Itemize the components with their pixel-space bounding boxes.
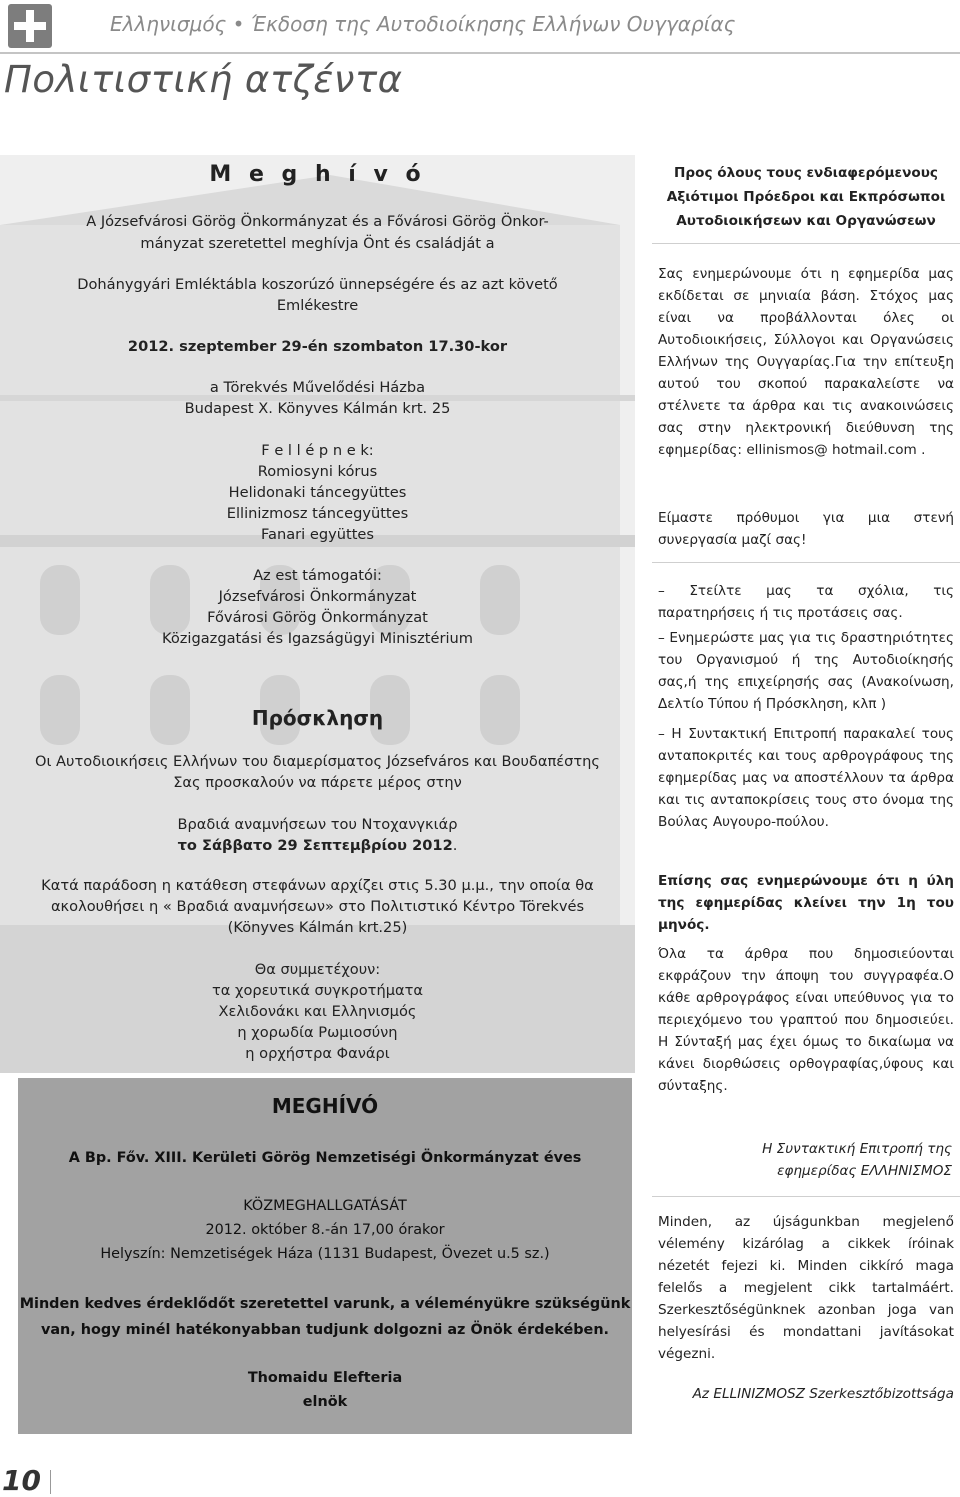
public-hearing-box [18,1078,632,1434]
signer-role: elnök [302,1394,348,1410]
event-line: Emlékestre [276,297,359,314]
performer-item: Romiosyni kórus [257,463,378,480]
tradition-line: Κατά παράδοση η κατάθεση στεφάνων αρχίζει στις 5.30 μ.μ., την οποία θα [41,877,594,894]
sponsor-item: Közigazgatási és Igazságügyi Minisztérium [161,630,473,647]
appeal-line: van, hogy minél hatékonyabban tudjunk dolgozni az Önök érdekében. [40,1322,610,1338]
graybox-title: MEGHÍVÓ [271,1094,379,1118]
cooperation-paragraph: Είμαστε πρόθυμοι για μια στενή συνεργασία μαζί σας! [658,510,954,548]
hearing-location: Helyszín: Nemzetiségek Háza (1131 Budapest, Övezet u.5 sz.) [100,1246,550,1262]
prosklisi-line: Σας προσκαλούν να πάρετε μέρος στην [173,774,462,791]
deadline-note: Επίσης σας ενημερώνουμε ότι η ύλη της εφημερίδας κλείνει την 1η του μηνός. [658,873,954,933]
evening-date-dot: . [452,837,458,854]
intro-line: A Józsefvárosi Görög Önkormányzat és a Fővárosi Görög Önkor- [86,213,549,230]
page-number: 10 [2,1464,41,1497]
signature-greek: Η Συντακτική Επιτροπή της εφημερίδας ΕΛΛΗΝΙΣΜΟΣ [762,1141,952,1179]
bullet-item: – Ενημερώστε μας για τις δραστηριότητες του Οργανισμού ή της Αυτοδιοίκησής σας,ή της επιχείρησής σας (Ανακοίνωση, Δελτίο Τύπου ή Πρόσκληση, κλπ ) [658,630,954,712]
hearing-datetime: 2012. október 8.-án 17,00 órakor [205,1222,445,1238]
participant-item: τα χορευτικά συγκροτήματα [211,982,424,999]
right-divider [652,562,960,563]
right-heading-line: Αυτοδιοικήσεων και Οργανώσεων [676,213,936,229]
header-divider [0,52,960,54]
disclaimer-paragraph: Όλα τα άρθρα που δημοσιεύονται εκφράζουν την άποψη του συγγραφέα.Ο κάθε αρθρογράφος είναι υπεύθυνος για το περιεχόμενο του γραπτού που δημοσιεύει. Η Σύνταξή μας έχει όμως το δικαίωμα να κάνει διορθώσεις ορθογραφίας,ύφους και σύνταξης. [658,946,954,1094]
section-title: Πολιτιστική ατζέντα [4,58,403,101]
tradition-line: (Könyves Kálmán krt.25) [227,919,408,936]
right-heading-line: Αξιότιμοι Πρόεδροι και Εκπρόσωποι [666,189,946,205]
newsletter-paragraph: Σας ενημερώνουμε ότι η εφημερίδα μας εκδίδεται σε μηνιαία βάση. Στόχος μας είναι να προβάλλονται όλες οι Αυτοδιοικήσεις, Σύλλογοι και Οργανώσεις Ελλήνων της Ουγγαρίας.Για την επίτευξη αυτού του σκοπού παρακαλείστε να στέλνετε τα άρθρα και τις ανακοινώσεις σας στην ηλεκτρονική διεύθυνση της εφημερίδας: ellinismos@ hotmail.com . [658,266,954,458]
sponsor-item: Fővárosi Görög Önkormányzat [207,609,428,626]
sponsors-title: Az est támogatói: [253,567,382,584]
prosklisi-line: Οι Αυτοδιοικήσεις Ελλήνων του διαμερίσματος Józsefváros και Βουδαπέστης [34,753,600,770]
tradition-line: ακολουθήσει η « Βραδιά αναμνήσεων» στο Πολιτιστικό Κέντρο Törekvés [50,898,585,915]
evening-line: Βραδιά αναμνήσεων του Ντοχανγκιάρ [177,816,458,833]
performer-item: Helidonaki táncegyüttes [228,484,407,501]
appeal-line: Minden kedves érdeklődőt szeretettel varunk, a véleményükre szükségünk [19,1296,631,1312]
cross-emblem-icon [8,4,52,48]
performer-item: Ellinizmosz táncegyüttes [226,505,409,522]
intro-line: mányzat szeretettel meghívja Önt és családját a [140,235,495,252]
right-divider [652,243,960,244]
participant-item: η ορχήστρα Φανάρι [245,1045,390,1062]
venue-line: Budapest X. Könyves Kálmán krt. 25 [184,400,451,417]
performer-item: Fanari együttes [260,526,375,543]
bullet-item: – Η Συντακτική Επιτροπή παρακαλεί τους ανταποκριτές και τους αρθρογράφους της εφημερίδας μας να αποστέλλουν τα άρθρα και τις ανταποκρίσεις τους στο όνομα της Βούλας Αυγουρο-πούλου. [658,726,954,830]
footer-divider [50,1470,51,1494]
venue-line: a Törekvés Művelődési Házba [209,379,426,396]
masthead: Ελληνισμός • Έκδοση της Αυτοδιοίκησης Ελλήνων Ουγγαρίας [110,12,736,36]
participant-item: Χελιδονάκι και Ελληνισμός [218,1003,417,1020]
sponsor-item: Józsefvárosi Önkormányzat [218,588,417,605]
bullet-item: – Στείλτε μας τα σχόλια, τις παρατηρήσεις ή τις προτάσεις σας. [658,583,954,621]
hearing-label: KÖZMEGHALLGATÁSÁT [243,1198,407,1214]
event-date: 2012. szeptember 29-én szombaton 17.30-kor [127,338,508,355]
signer-name: Thomaidu Elefteria [247,1370,403,1386]
prosklisi-title: Πρόσκληση [251,706,384,730]
participants-title: Θα συμμετέχουν: [254,961,381,978]
graybox-line: A Bp. Főv. XIII. Kerületi Görög Nemzetiségi Önkormányzat éves [68,1150,582,1166]
participant-item: η χορωδία Ρωμιοσύνη [237,1024,398,1041]
event-line: Dohánygyári Emléktábla koszorúzó ünnepségére és az azt követő [77,276,558,293]
right-heading-line: Προς όλους τους ενδιαφερόμενους [674,165,938,181]
evening-date-line [0,836,635,856]
evening-date: το Σάββατο 29 Σεπτεμβρίου 2012 [177,837,453,854]
performers-title: F e l l é p n e k: [261,442,374,459]
signature-hungarian: Az ELLINIZMOSZ Szerkesztőbizottsága [692,1386,954,1402]
disclaimer-hungarian: Minden, az újságunkban megjelenő vélemény kizárólag a cikkek íróinak nézetét fejezi ki. Minden cikkíró maga felelős a megjelent cikk tartalmáért. Szerkesztőségünknek azonban joga van helyesírási és mondattani javításokat végezni. [658,1214,954,1362]
meghivo-title: M e g h í v ó [209,162,426,187]
right-divider [652,1196,960,1197]
